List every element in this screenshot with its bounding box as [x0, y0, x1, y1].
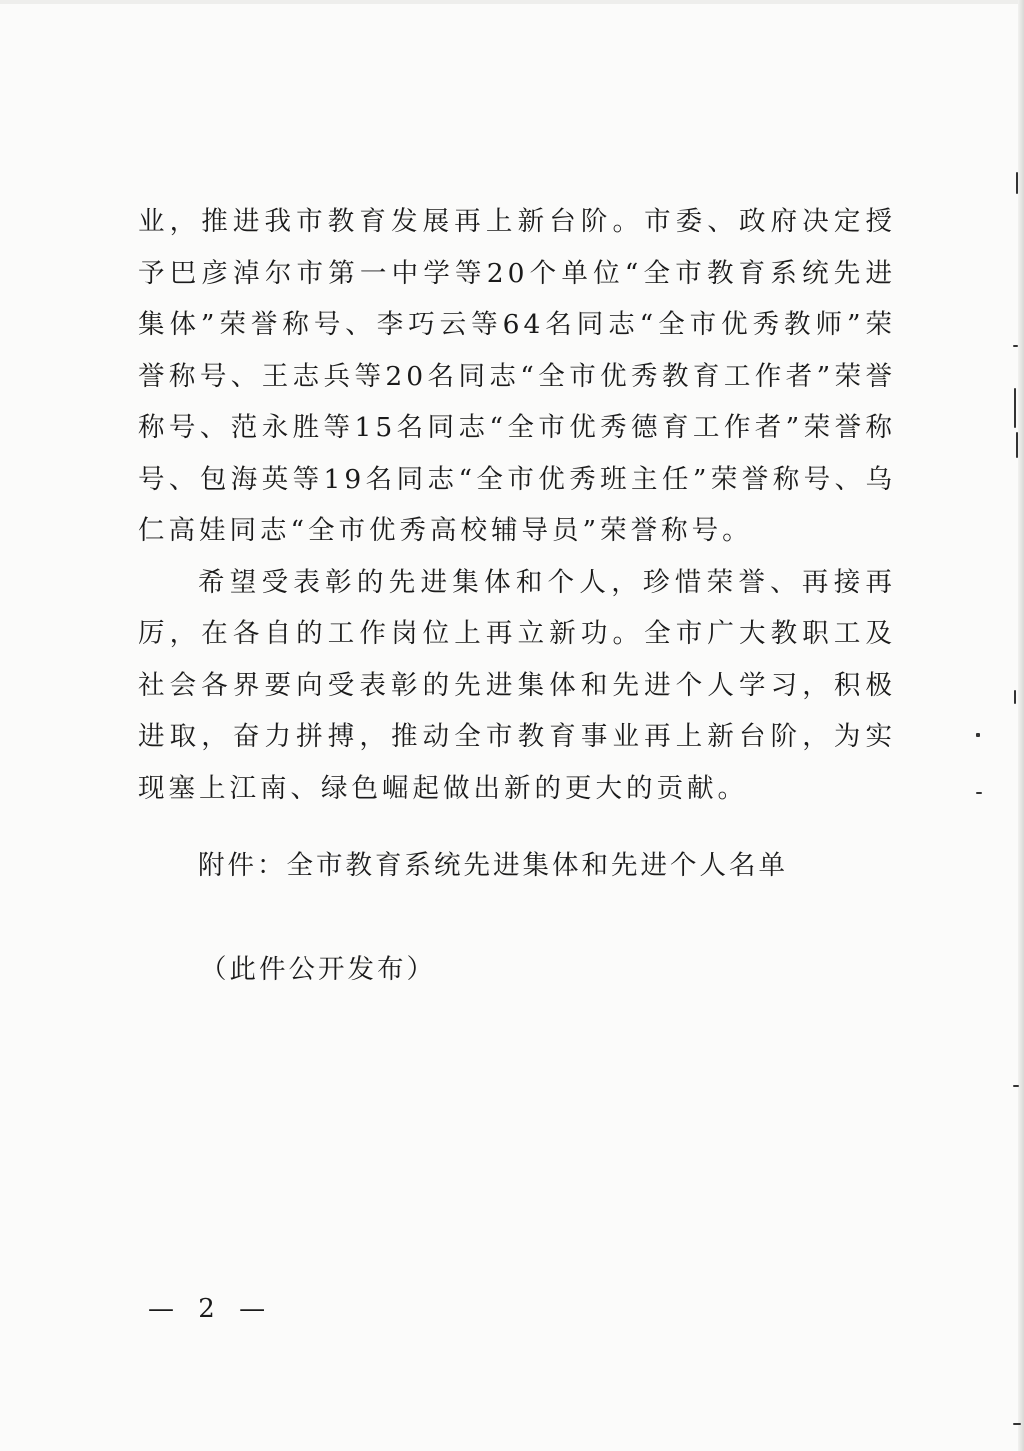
attachment-line: 附件：全市教育系统先进集体和先进个人名单: [198, 850, 788, 881]
scan-speck: [976, 792, 982, 794]
scan-top-edge: [0, 0, 1024, 4]
scan-speck: [1013, 1423, 1021, 1425]
scan-speck: [1016, 172, 1018, 194]
scan-speck: [1016, 432, 1018, 458]
scan-speck: [1014, 388, 1016, 428]
scan-speck: [976, 733, 980, 737]
paragraph-expectation: 希望受表彰的先进集体和个人，珍惜荣誉、再接再厉，在各自的工作岗位上再立新功。全市广大教职工及社会各界要向受表彰的先进集体和先进个人学习，积极进取，奋力拼搏，推动全市教育事业再上新台阶，为实现塞上江南、绿色崛起做出新的更大的贡献。: [138, 566, 896, 804]
body-text: [138, 196, 896, 814]
paragraph-commendation: 业，推进我市教育发展再上新台阶。市委、政府决定授予巴彦淖尔市第一中学等20个单位“全市教育系统先进集体”荣誉称号、李巧云等64名同志“全市优秀教师”荣誉称号、王志兵等20名同志“全市优秀教育工作者”荣誉称号、范永胜等15名同志“全市优秀德育工作者”荣誉称号、包海英等19名同志“全市优秀班主任”荣誉称号、乌仁高娃同志“全市优秀高校辅导员”荣誉称号。: [138, 206, 896, 546]
page-number: — 2 —: [148, 1294, 274, 1324]
scan-speck: [1013, 345, 1018, 347]
scan-speck: [1014, 690, 1016, 704]
public-release-note: （此件公开发布）: [200, 954, 436, 985]
scan-speck: [1013, 1085, 1019, 1087]
scan-right-edge: [1018, 0, 1024, 1451]
